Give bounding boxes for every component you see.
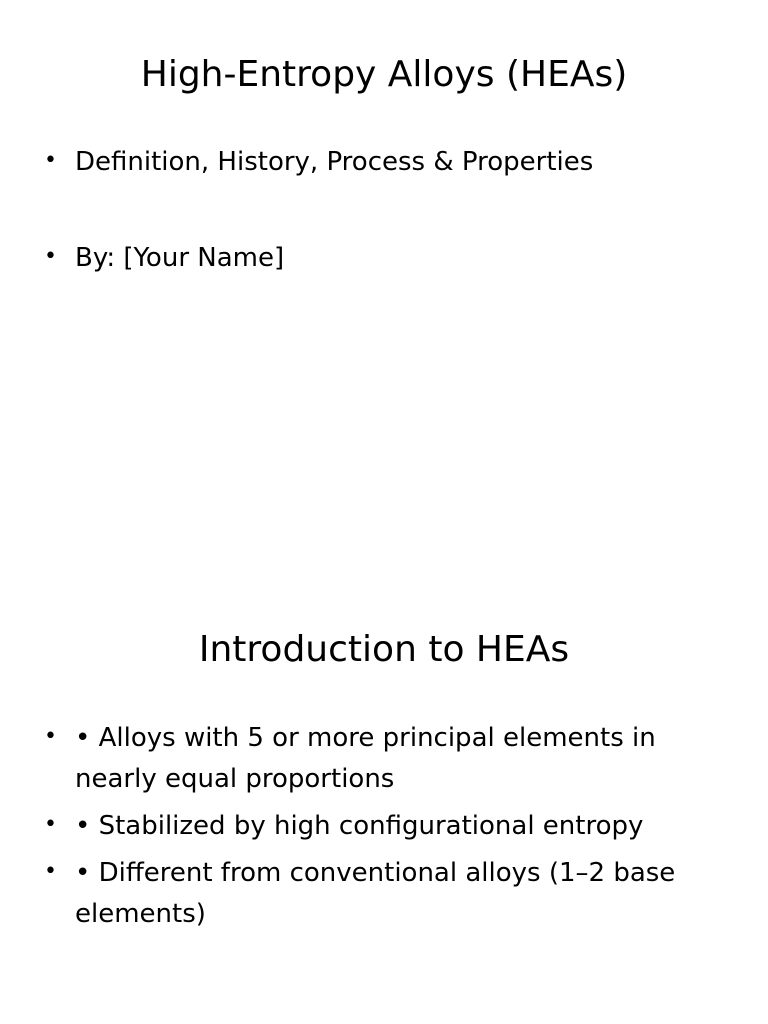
bullet-text: • Alloys with 5 or more principal elements in nearly equal proportions [75,723,656,794]
bullet-text: Definition, History, Process & Properties [75,147,594,177]
list-item [0,806,768,847]
list-item [0,142,768,183]
bullet-icon: • [44,148,57,173]
bullet-text: • Different from conventional alloys (1–2 base elements) [75,858,676,929]
slide-introduction [0,576,768,1024]
bullet-icon: • [44,244,57,269]
slide-title: Introduction to HEAs [198,629,570,670]
bullet-icon: • [44,859,57,884]
list-item [0,238,768,279]
list-item [0,853,768,935]
list-item [0,718,768,800]
bullet-text: • Stabilized by high configurational entropy [75,811,644,841]
bullet-icon: • [44,812,57,837]
bullet-text: By: [Your Name] [75,243,285,273]
bullet-list [0,718,768,941]
bullet-list [0,142,768,334]
slide-title: High-Entropy Alloys (HEAs) [140,54,628,95]
bullet-icon: • [44,724,57,749]
